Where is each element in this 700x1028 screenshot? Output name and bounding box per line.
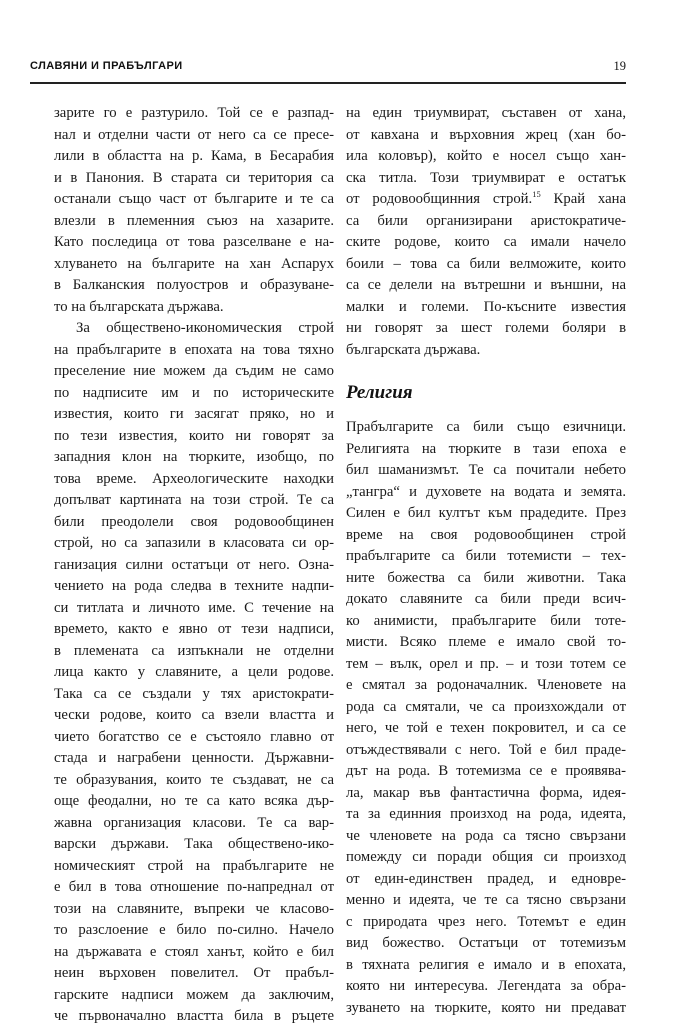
text-line: времето, както е явно от тези надписи, [54, 621, 334, 637]
text-line: хлуването на българите на хан Аспарух [54, 255, 334, 272]
text-line: ко анимисти, прабългарите били тоте- [346, 612, 626, 629]
text-line: гарските надписи можем да заключим, [54, 986, 334, 1003]
text-line: си титлата и личното име. С течение на [54, 599, 334, 616]
text-line: Като последица от това разселване е на- [54, 234, 334, 250]
text-line: него, че той е техен покровител, и са се [346, 720, 626, 736]
text-line: е смятал за родоначалник. Членовете на [346, 677, 626, 693]
text-line: помежду си поради общия си произход [346, 849, 626, 865]
text-line: преселение ние можем да съдим не само [54, 363, 334, 379]
text-line: дът на рода. В тотемизма се е проявява- [346, 763, 626, 779]
text-line: малки и големи. По-късните известия [346, 298, 626, 315]
text-line: жавна организация класови. Те са вар- [54, 814, 334, 831]
text-line: боили – това са били велможите, които [346, 255, 626, 272]
text-line: са се делели на вътрешни и външни, на [346, 277, 626, 293]
text-line: това време. Археологическите находки [54, 470, 334, 487]
text-line: чението на рода следва в техните надпи- [54, 578, 334, 594]
text-line: която ни интересува. Легендата за обра- [346, 978, 626, 994]
text-line: ските родове, които са имали начело [346, 234, 626, 250]
text-line: в племената са изпъкнали не отделни [54, 642, 334, 659]
text-line: били преодолели своя родовообщинен [54, 513, 334, 530]
left-text-column [54, 103, 334, 1028]
text-line: бил шаманизмът. Те са почитали небето [346, 462, 626, 478]
text-line: отъждествявали с него. Той е бил праде- [346, 741, 626, 758]
text-line: в тяхната религия е имало и в епохата, [346, 956, 626, 973]
footnote-marker[interactable]: 15 [532, 189, 541, 200]
running-head-title: СЛАВЯНИ И ПРАБЪЛГАРИ [30, 60, 183, 72]
text-line: „тангра“ и духовете на водата и земята. [346, 483, 626, 500]
text-line: останали също част от българите и те са [54, 191, 334, 207]
text-line: мисти. Всяко племе е имало свой то- [346, 634, 626, 650]
text-line: нал и отделни части от него са се пресе- [54, 126, 334, 143]
text-line: менно и идеята, че те са тясно свързани [346, 892, 626, 908]
text-line-paragraph-start: За обществено-икономическия строй [76, 320, 334, 336]
text-line: този на славяните, въпреки че класово- [54, 900, 334, 917]
text-line: вид божество. Остатъци от тотемизъм [346, 935, 626, 951]
text-line: на един триумвират, съставен от хана, [346, 105, 626, 121]
text-line: ните божества са били животни. Така [346, 569, 626, 586]
text-line: та за единния произход на рода, идеята, [346, 806, 626, 822]
text-fragment: от родовообщинния строй. [346, 191, 533, 207]
text-line: рода са смятали, че са произхождали от [346, 698, 626, 715]
text-line: на прабългарите в епохата на това тяхно [54, 341, 334, 358]
page-number: 19 [613, 59, 626, 73]
text-line: ни говорят за шест големи боляри в [346, 320, 626, 336]
text-line: докато славяните са били преди всич- [346, 591, 626, 607]
text-line: с природата чрез него. Тотемът е един [346, 913, 626, 930]
text-line: тем – вълк, орел и пр. – и този тотем се [346, 655, 626, 672]
text-line: влезли в племенния съюз на хазарите. [54, 212, 334, 229]
text-line: българската държава. [346, 341, 481, 358]
text-line: лица както у славяните, а цели родове. [54, 664, 334, 680]
text-line: зарите го е разтурило. Той се е разпад- [54, 105, 334, 121]
text-line: прабългарите са били тотемисти – тех- [346, 548, 626, 564]
text-line: са били организирани аристократиче- [346, 212, 626, 229]
text-line: строй, но са запазили в класовата си ор- [54, 535, 334, 551]
text-line: Силен е бил култът към прадедите. През [346, 505, 626, 521]
text-line: чието богатство се е състояло главно от [54, 728, 334, 745]
text-line: по надписите им и по историческите [54, 384, 334, 401]
text-line: по тези известия, които ни говорят за [54, 427, 334, 444]
text-line: Религията на тюрките в тази епоха е [346, 440, 626, 457]
text-line: стада и награбени ценности. Държавни- [54, 750, 334, 766]
header-rule [30, 82, 626, 84]
text-line: че първоначално властта била в ръцете [54, 1008, 334, 1024]
text-line: те образувания, които те създават, не са [54, 771, 334, 788]
text-line: известия, които ги засягат пряко, но и [54, 406, 334, 422]
text-line: в Балканския полуостров и образуване- [54, 277, 334, 293]
section-heading: Религия [346, 382, 413, 403]
text-line: на държавата е стоял ханът, който е бил [54, 943, 334, 960]
text-line: ска титла. Този триумвират е остатък [346, 169, 626, 186]
text-line-with-footnote [346, 189, 626, 211]
text-line: чески родове, които са взели властта и [54, 707, 334, 723]
text-line: ила коловър), който е носел също хан- [346, 148, 626, 164]
text-line: от един-единствен прадед, и едновре- [346, 870, 626, 887]
text-line: лили в областта на р. Кама, в Бесарабия [54, 148, 334, 164]
text-line: номическият строй на прабългарите не [54, 857, 334, 874]
text-line: то на българската държава. [54, 298, 224, 315]
text-line: време на своя родовообщинен строй [346, 526, 626, 543]
text-line: зуването на тюрките, която ни предават [346, 999, 626, 1016]
text-line: Така са се създали у тях аристократи- [54, 685, 334, 702]
right-text-column [346, 103, 626, 1019]
text-line: то разслоение е било по-силно. Начело [54, 922, 334, 938]
text-line: е бил в това отношение по-напреднал от [54, 879, 334, 895]
text-fragment: Край хана [540, 191, 626, 207]
text-line: че членовете на рода са тясно свързани [346, 827, 626, 844]
text-line: неин върховен повелител. От прабъл- [54, 965, 334, 981]
text-line: и в Панония. В старата си територия са [54, 169, 334, 186]
text-line: допълват картината на този строй. Те са [54, 492, 334, 508]
text-line: ганизация силни остатъци от него. Озна- [54, 556, 334, 573]
text-line: западния клон на тюрките, изобщо, по [54, 449, 334, 465]
text-line: още феодални, но те са като всяка дър- [54, 793, 334, 809]
text-line: Прабългарите са били също езичници. [346, 419, 626, 435]
text-line: ла, макар във фантастична форма, идея- [346, 784, 626, 801]
text-line: варски държави. Така обществено-ико- [54, 836, 334, 852]
text-line: от кавхана и върховния жрец (хан бо- [346, 126, 626, 143]
